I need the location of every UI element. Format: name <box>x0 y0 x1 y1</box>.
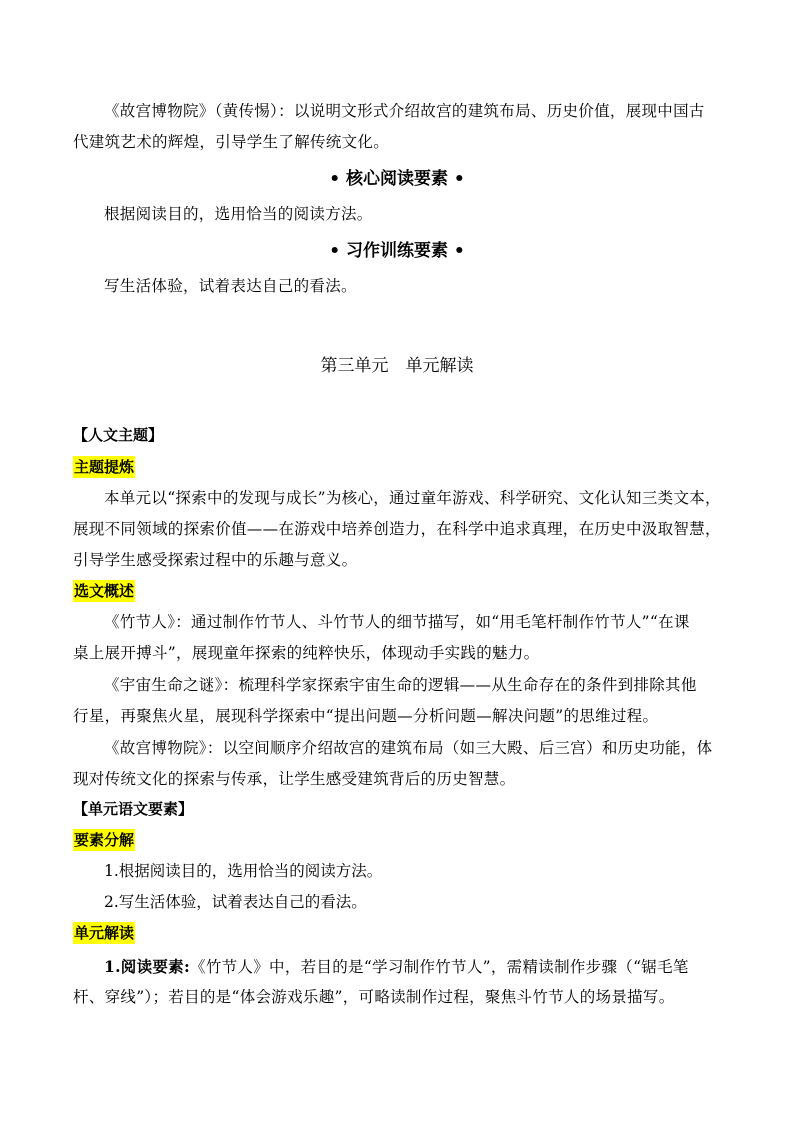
theme-text-line2: 展现不同领域的探索价值——在游戏中培养创造力，在科学中追求真理，在历史中汲取智慧， <box>73 520 721 538</box>
museum-summary-line1: 《故宫博物院》（黄传惕）：以说明文形式介绍故宫的建筑布局、历史价值，展现中国古 <box>104 102 705 120</box>
reading-element-text: 《竹节人》中，若目的是“学习制作竹节人”，需精读制作步骤（“锯毛笔 <box>190 958 689 976</box>
universe-text-line1: 《宇宙生命之谜》：梳理科学家探索宇宙生命的逻辑——从生命存在的条件到排除其他 <box>104 676 697 694</box>
reading-element-line2: 杆、穿线”）；若目的是“体会游戏乐趣”，可略读制作过程，聚焦斗竹节人的场景描写。 <box>73 988 675 1006</box>
theme-label: 主题提炼 <box>74 458 135 476</box>
museum-summary-line2: 代建筑艺术的辉煌，引导学生了解传统文化。 <box>73 133 390 151</box>
humanities-heading: 【人文主题】 <box>73 426 164 444</box>
analysis-label: 要素分解 <box>74 831 135 849</box>
writing-text: 写生活体验，试着表达自己的看法。 <box>104 277 357 295</box>
universe-text-line2: 行星，再聚焦火星，展现科学探索中“提出问题—分析问题—解决问题”的思维过程。 <box>73 707 659 725</box>
theme-text-line1: 本单元以“探索中的发现与成长”为核心，通过童年游戏、科学研究、文化认知三类文本， <box>104 489 721 507</box>
language-heading: 【单元语文要素】 <box>73 800 194 818</box>
unit-title: 第三单元 单元解读 <box>320 356 474 376</box>
palace-text-line2: 现对传统文化的探索与传承，让学生感受建筑背后的历史智慧。 <box>73 770 516 788</box>
reading-element-line1 <box>73 951 723 983</box>
writing-heading: • 习作训练要素 • <box>329 241 465 261</box>
reading-element-bold-label: 1.阅读要素: <box>104 957 191 976</box>
bamboo-text-line1: 《竹节人》：通过制作竹节人、斗竹节人的细节描写，如“用毛笔杆制作竹节人”“在课 <box>104 613 690 631</box>
theme-text-line3: 引导学生感受探索过程中的乐趣与意义。 <box>73 551 358 569</box>
analysis-item-2: 2.写生活体验，试着表达自己的看法。 <box>104 893 367 911</box>
interpret-label: 单元解读 <box>74 924 135 942</box>
palace-text-line1: 《故宫博物院》：以空间顺序介绍故宫的建筑布局（如三大殿、后三宫）和历史功能，体 <box>104 739 713 757</box>
core-reading-text: 根据阅读目的，选用恰当的阅读方法。 <box>104 205 373 223</box>
core-reading-heading: • 核心阅读要素 • <box>329 169 465 189</box>
overview-label: 选文概述 <box>74 582 135 600</box>
bamboo-text-line2: 桌上展开搏斗”，展现童年探索的纯粹快乐，体现动手实践的魅力。 <box>73 644 540 662</box>
analysis-item-1: 1.根据阅读目的，选用恰当的阅读方法。 <box>104 862 383 880</box>
